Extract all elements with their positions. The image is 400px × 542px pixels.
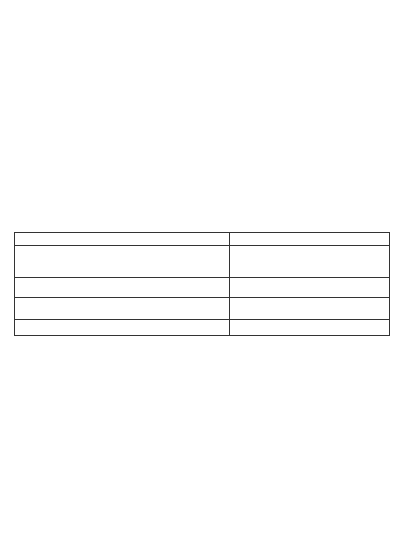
question-stem bbox=[12, 156, 384, 164]
question-stem bbox=[12, 8, 384, 16]
table-row-divider bbox=[15, 277, 389, 278]
exam-page bbox=[6, 4, 394, 538]
table-row-divider bbox=[15, 245, 389, 246]
question-option bbox=[12, 60, 372, 68]
question-option bbox=[12, 212, 372, 220]
section-heading bbox=[12, 490, 212, 498]
question-stem bbox=[12, 76, 384, 84]
question-option bbox=[12, 140, 372, 148]
table-row-divider bbox=[15, 319, 389, 320]
table-row-divider bbox=[15, 297, 389, 298]
event-table bbox=[14, 232, 390, 336]
page-footer bbox=[6, 532, 394, 540]
